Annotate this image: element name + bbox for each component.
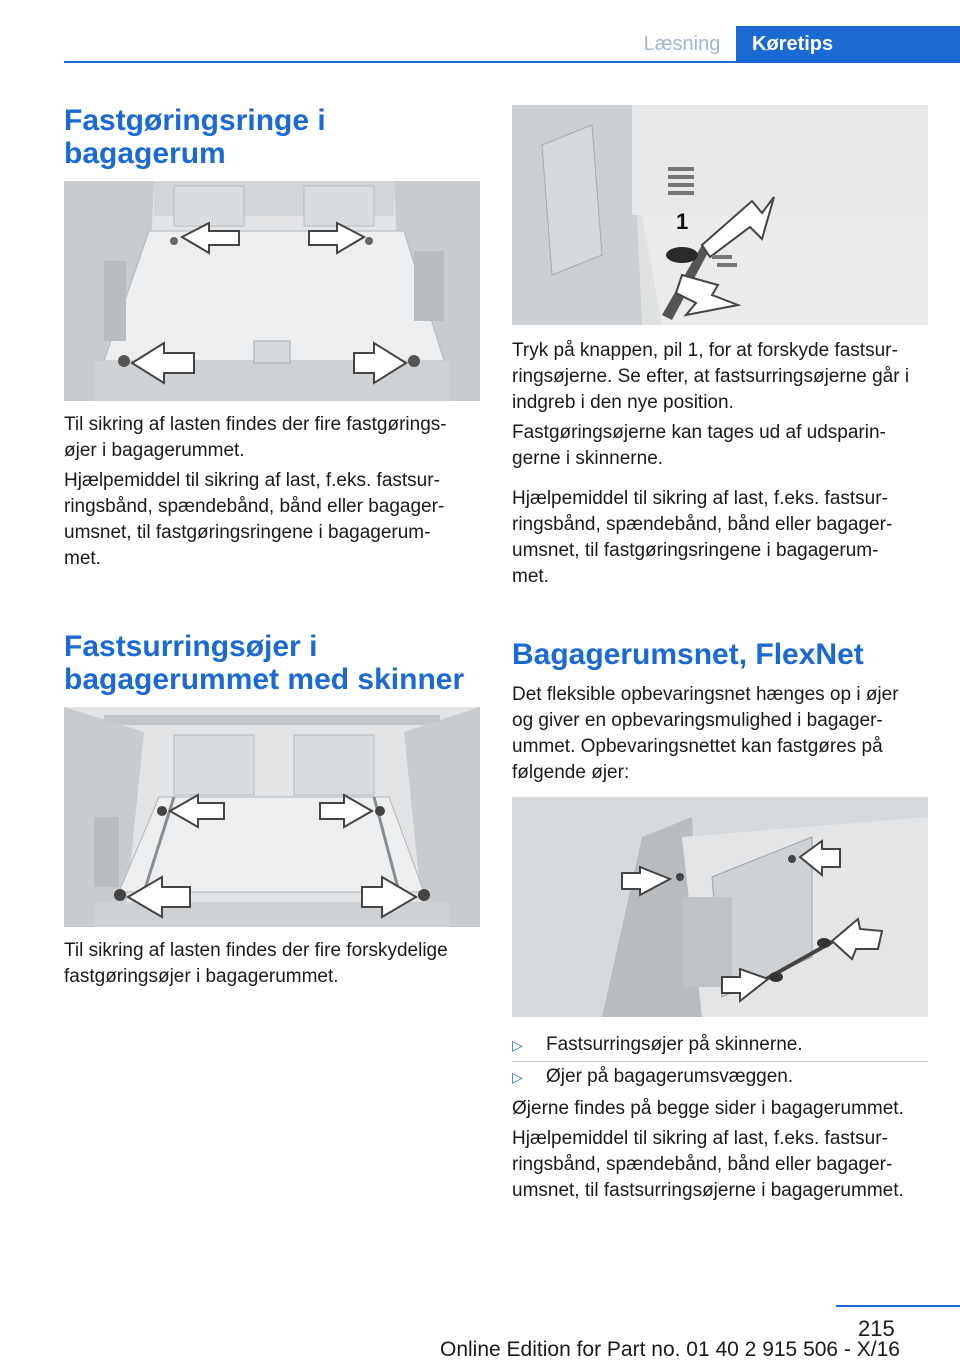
list-item-text: Fastsurringsøjer på skinnerne. — [546, 1034, 803, 1055]
bullet-triangle-icon: ▷ — [512, 1069, 523, 1085]
title-line: bagagerum — [64, 137, 226, 170]
callout-number: 1 — [676, 209, 689, 234]
section-title-fastsurringsojer — [64, 630, 464, 696]
bullet-triangle-icon: ▷ — [512, 1037, 523, 1053]
footer-rule — [836, 1305, 960, 1307]
section-title-flexnet: Bagagerumsnet, FlexNet — [512, 638, 864, 671]
list-item-text: Øjer på bagagerumsvæggen. — [546, 1066, 794, 1087]
edition-footer: Online Edition for Part no. 01 40 2 915 506 - X/16 — [440, 1338, 900, 1361]
paragraph: Fastgøringsøjerne kan tages ud af udsparin- gerne i skinnerne. — [512, 422, 886, 469]
tab-laesning[interactable]: Læsning — [643, 33, 721, 55]
paragraph: Hjælpemiddel til sikring af last, f.eks. fastsur- ringsbånd, spændebånd, bånd eller bagager- umsnet, til fastgøringsringene i bagagerum- met. — [64, 470, 445, 569]
page-number: 215 — [858, 1316, 895, 1341]
paragraph: Til sikring af lasten findes der fire fastgørings- øjer i bagagerummet. — [64, 414, 447, 461]
section-title-fastgoringsringe — [64, 104, 326, 170]
flexnet-photo — [512, 797, 928, 1017]
paragraph: Hjælpemiddel til sikring af last, f.eks. fastsur- ringsbånd, spændebånd, bånd eller bagager- umsnet, til fastgøringsringene i bagagerum- met. — [512, 488, 893, 587]
trunk-photo-rings — [64, 181, 480, 401]
title-line: bagagerummet med skinner — [64, 663, 465, 696]
paragraph: Hjælpemiddel til sikring af last, f.eks. fastsur- ringsbånd, spændebånd, bånd eller bagager- umsnet, til fastsurringsøjerne i bagagerummet. — [512, 1128, 904, 1201]
paragraph: Det fleksible opbevaringsnet hænges op i øjer og giver en opbevaringsmulighed i bagager- ummet. Opbevaringsnettet kan fastgøres på følgende øjer: — [512, 684, 899, 783]
tab-koretips[interactable]: Køretips — [736, 26, 960, 62]
trunk-photo-rails — [64, 707, 480, 927]
list-divider — [512, 1061, 928, 1062]
paragraph: Til sikring af lasten findes der fire forskydelige fastgøringsøjer i bagagerummet. — [64, 940, 448, 987]
paragraph: Tryk på knappen, pil 1, for at forskyde fastsur- ringsøjerne. Se efter, at fastsurringsøjerne går i indgreb i den nye position. — [512, 340, 910, 413]
paragraph: Øjerne findes på begge sider i bagagerummet. — [512, 1098, 904, 1119]
top-bar — [0, 0, 960, 62]
rail-button-photo — [512, 105, 928, 325]
title-line: Fastsurringsøjer i — [64, 630, 318, 663]
title-line: Fastgøringsringe i — [64, 104, 326, 137]
header-rule — [64, 61, 960, 63]
